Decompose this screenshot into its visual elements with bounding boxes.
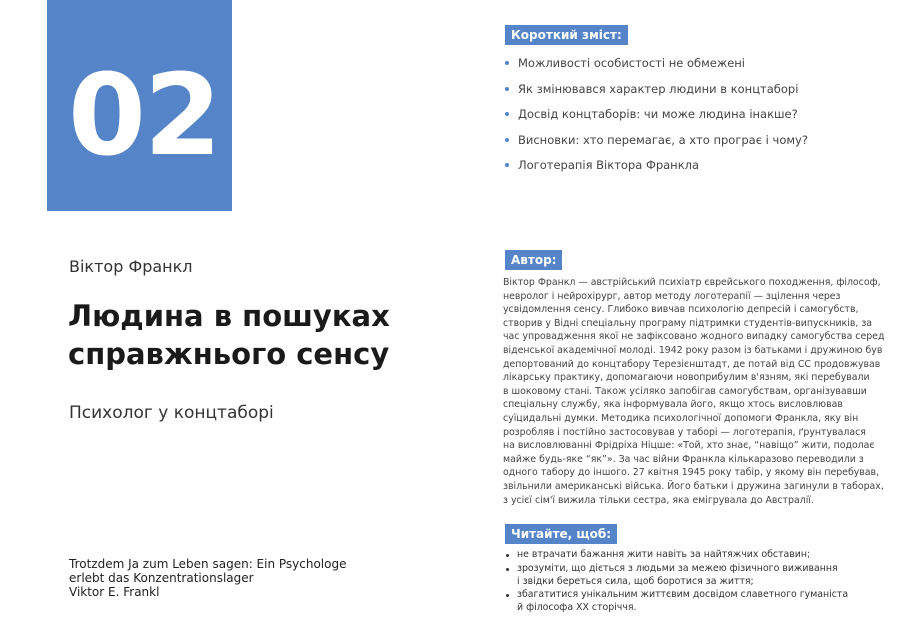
read-item-line: не втрачати бажання жити навіть за найтяжчих обставин; (517, 549, 811, 560)
read-label: Читайте, щоб: (505, 524, 617, 544)
chapter-number-block (47, 0, 232, 211)
bio-line: суїцидальні думки. Методика психологічної допомоги Франкла, яку він (503, 412, 859, 424)
summary-item: Логотерапія Віктора Франкла (503, 155, 808, 181)
summary-item: Досвід концтаборів: чи може людина інакше? (503, 104, 808, 130)
summary-item: Можливості особистості не обмежені (503, 53, 808, 79)
original-title-line: Trotzdem Ja zum Leben sagen: Ein Psychologe (69, 557, 347, 571)
bio-line: в шоковому стані. Також усіляко запобігав самогубствам, організувавши (503, 385, 867, 397)
bio-line: з усієї сім'ї вижила тільки сестра, яка емігрувала до Австралії. (503, 494, 814, 506)
bio-line: усвідомлення сенсу. Глибоко вивчав психологію депресій і самогубств, (503, 304, 859, 316)
author-label: Автор: (505, 250, 562, 270)
read-item-line: збагатитися унікальним життєвим досвідом славетного гуманіста (517, 589, 849, 601)
original-title (69, 557, 346, 599)
bio-line: розробляв і постійно застосовував у таборі — логотерапія, ґрунтувалася (503, 426, 866, 438)
read-item-line: зрозуміти, що діється з людьми за межею фізичного виживання (517, 562, 838, 574)
book-subtitle: Психолог у концтаборі (69, 403, 274, 423)
bio-line: на висловлюванні Фрідріха Ніцше: «Той, хто знає, “навіщо” жити, подолає (503, 440, 875, 452)
summary-list (503, 53, 808, 181)
summary-item: Як змінювався характер людини в концтаборі (503, 79, 808, 105)
bio-line: спеціальну службу, яка інформувала його, якщо хтось висловлював (503, 399, 843, 411)
summary-item: Висновки: хто перемагає, а хто програє і чому? (503, 130, 808, 156)
bio-line: лікарську практику, допомагаючи новоприбулим в'язням, які перебували (503, 372, 870, 384)
bio-line: звільнили американські війська. Його батьки і дружина загинули в таборах, (503, 480, 884, 492)
bio-line: Віктор Франкл — австрійський психіатр єврейського походження, філософ, (503, 277, 881, 288)
bio-line: невролог і нейрохірург, автор методу логотерапії — зцілення через (503, 290, 841, 302)
read-item (503, 549, 848, 562)
bio-line: депортований до концтабору Терезієнштадт, де потай від СС продовжував (503, 358, 881, 370)
read-item (503, 589, 848, 615)
book-title-line: справжнього сенсу (68, 337, 390, 371)
author-bio (503, 276, 885, 507)
book-title (68, 297, 448, 373)
bio-line: майже будь-яке “як”». За час війни Франкла кількаразово переводили з (503, 453, 864, 465)
bio-line: створив у Відні спеціальну програму підтримки студентів-випускників, за (503, 317, 873, 329)
read-list (503, 549, 848, 616)
original-title-line: erlebt das Konzentrationslager (69, 571, 254, 585)
original-author-line: Viktor E. Frankl (69, 585, 160, 599)
summary-label: Короткий зміст: (505, 25, 628, 45)
read-item (503, 563, 848, 589)
bio-line: одного табору до іншого. 27 квітня 1945 року табір, у якому він перебував, (503, 467, 880, 479)
book-title-line: Людина в пошуках (68, 299, 390, 333)
bio-line: час упровадження якої не зафіксовано жодного випадку самогубства серед (503, 331, 885, 343)
author-name: Віктор Франкл (69, 257, 193, 276)
chapter-number: 02 (68, 51, 220, 181)
bio-line: віденської академічної молоді. 1942 року разом із батьками і дружиною був (503, 344, 883, 356)
read-item-line: і звідки береться сила, щоб боротися за життя; (517, 575, 754, 587)
read-item-line: й філософа XX сторіччя. (517, 602, 637, 614)
